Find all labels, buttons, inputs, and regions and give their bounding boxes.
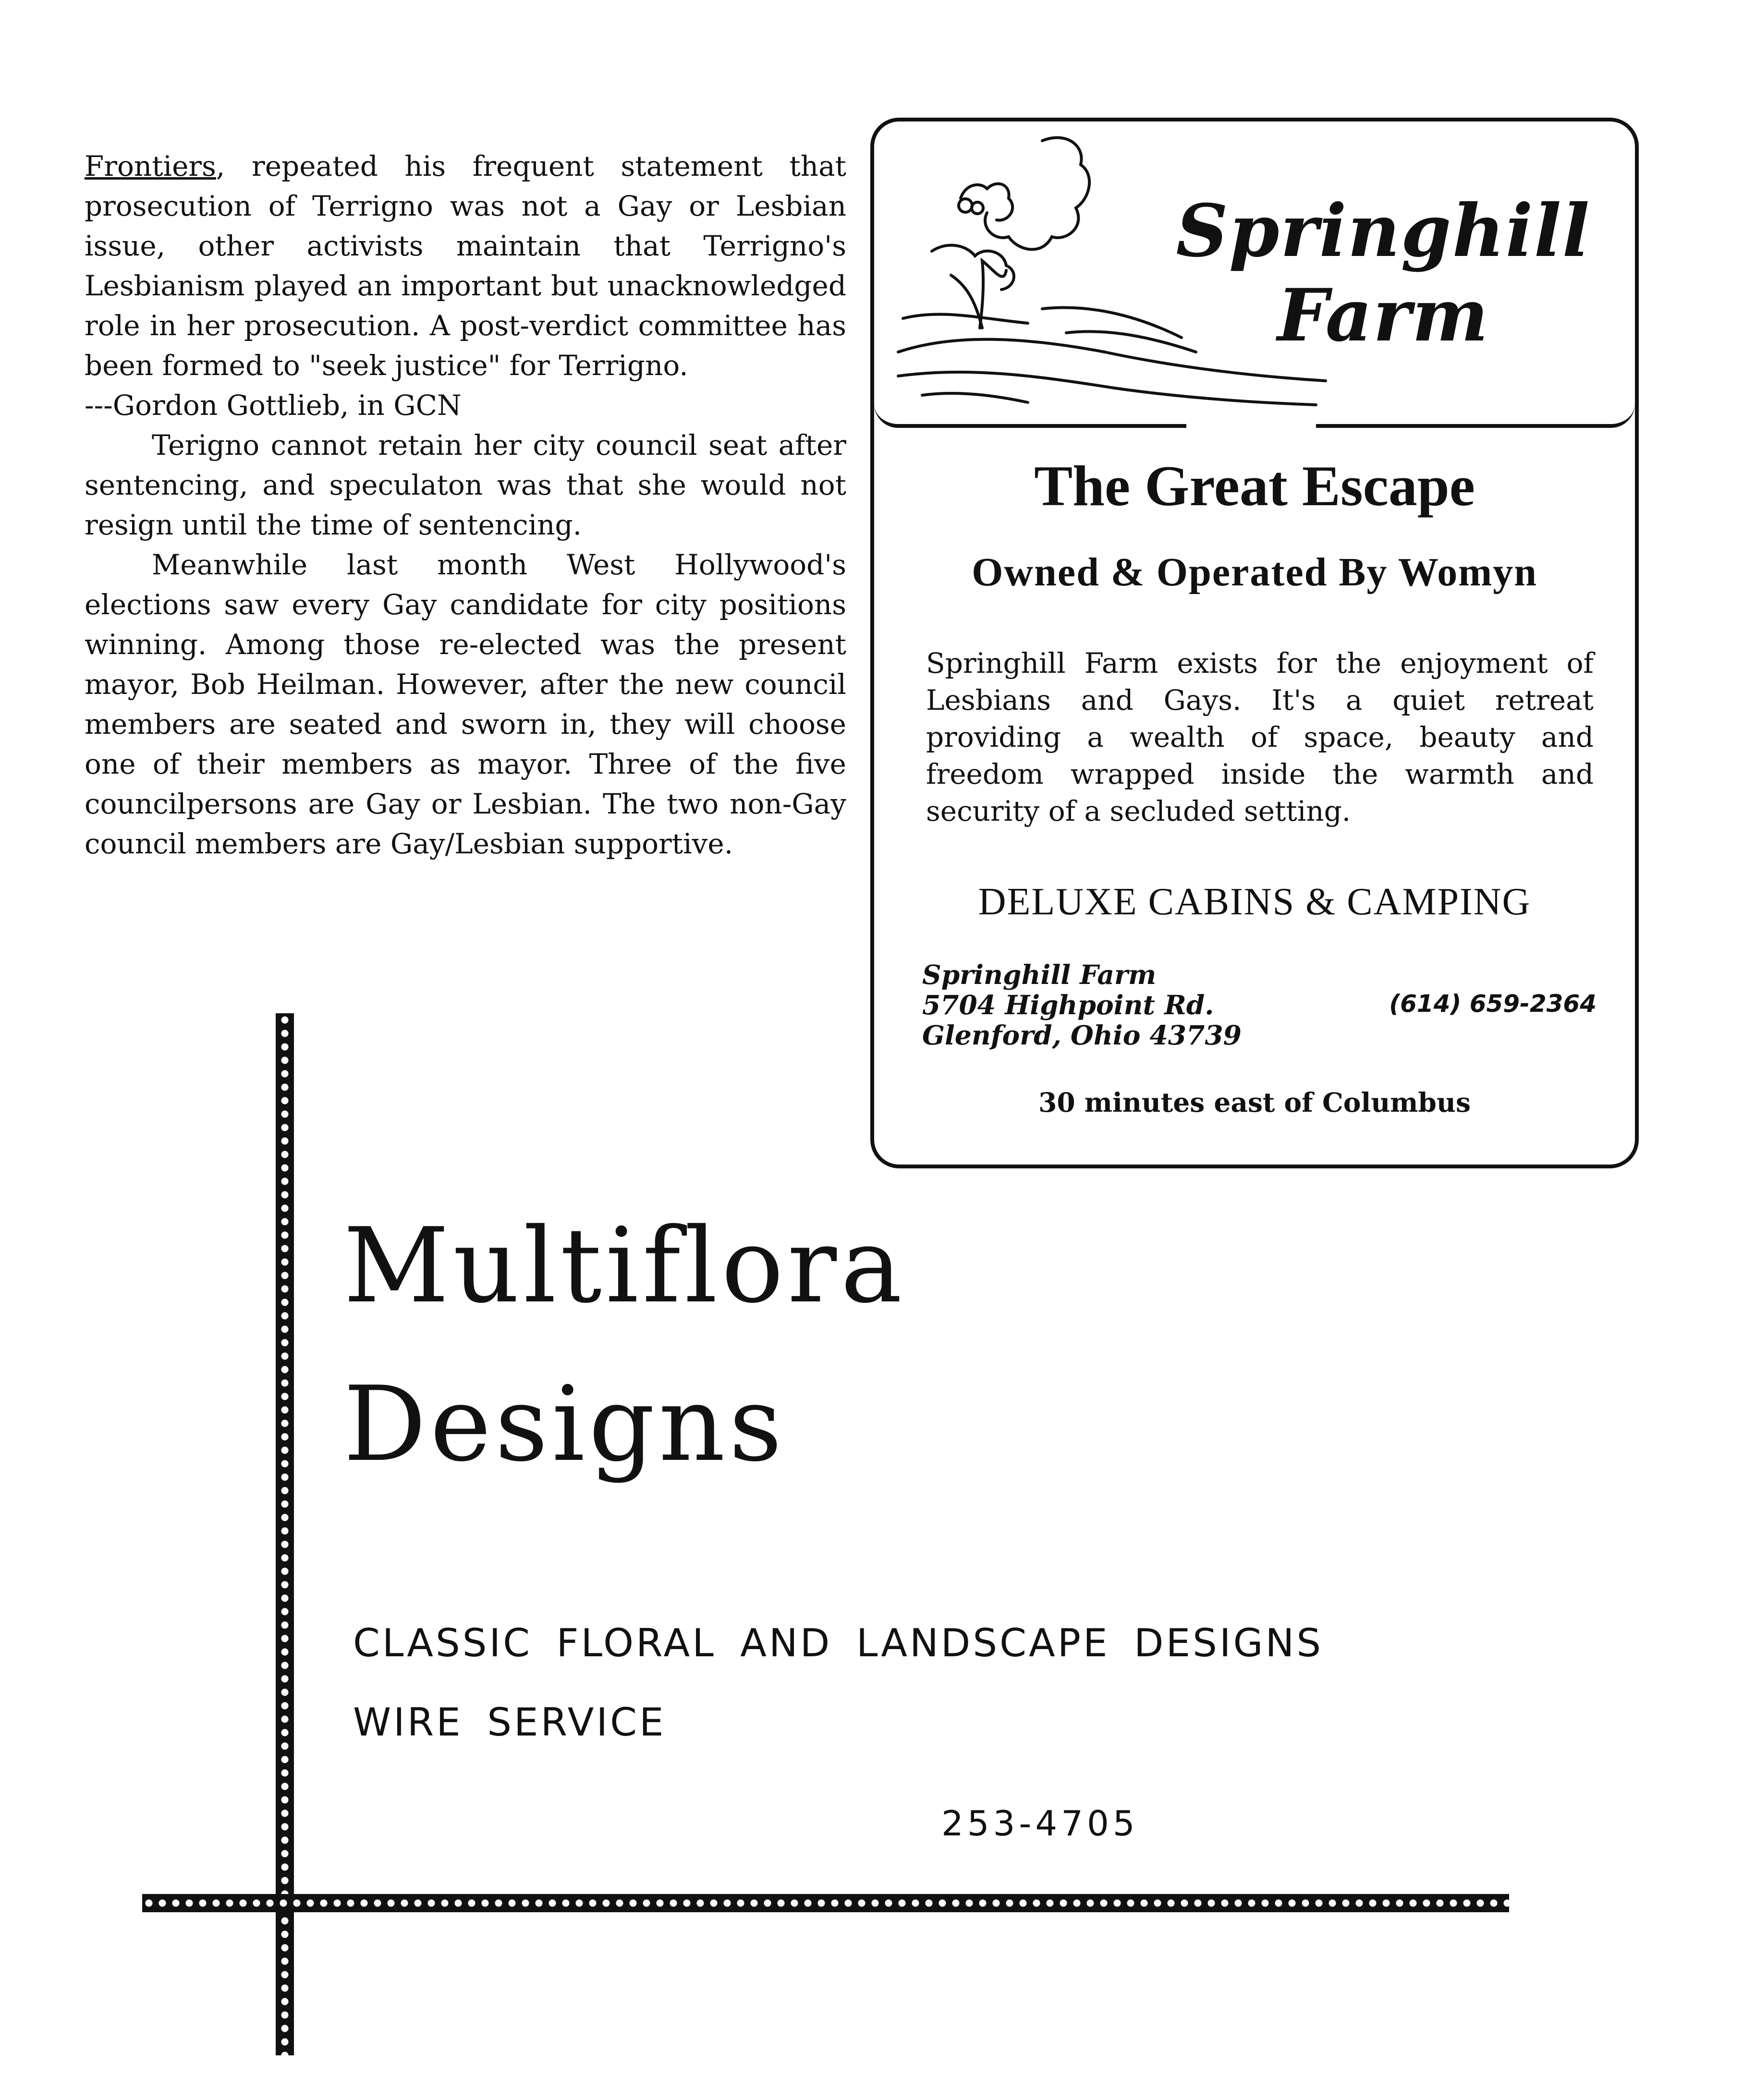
multiflora-name-line2: Designs (343, 1364, 786, 1484)
header-gap (1186, 417, 1316, 436)
ad-offer: DELUXE CABINS & CAMPING (978, 881, 1531, 923)
ad-subtitle: Owned & Operated By Womyn (972, 550, 1537, 595)
publication-name: Frontiers (85, 150, 216, 182)
address-name: Springhill Farm (922, 959, 1157, 990)
multiflora-service-2: WIRE SERVICE (353, 1700, 666, 1745)
article-paragraph-1 (85, 146, 846, 386)
address-city: Glenford, Ohio 43739 (922, 1020, 1242, 1051)
ad-address (922, 959, 1242, 1050)
ad-description: Springhill Farm exists for the enjoyment of Lesbians and Gays. It's a quiet retreat providing a wealth of space, beauty and freedom wrapped inside the warmth and security of a secluded setting. (926, 647, 1594, 827)
multiflora-service-1: CLASSIC FLORAL AND LANDSCAPE DESIGNS (353, 1621, 1324, 1665)
article-paragraph-3: Meanwhile last month West Hollywood's elections saw every Gay candidate for city positions winning. Among those re-elected was the present mayor, Bob Heilman. However, after the new council members are seated and sworn in, they will choose one of their members as mayor. Three of the five councilpersons are Gay or Lesbian. The two non-Gay council members are Gay/Lesbian supportive. (85, 548, 846, 860)
horizontal-border-rail (142, 1894, 1509, 1912)
multiflora-phone: 253-4705 (941, 1803, 1139, 1844)
ad-header (874, 121, 1635, 428)
farm-name-script: Springhill Farm (1176, 189, 1591, 358)
article-paragraph-2: Terigno cannot retain her city council seat after sentencing, and speculaton was that she would not resign until the time of sentencing. (85, 429, 846, 541)
article-byline: ---Gordon Gottlieb, in GCN (85, 389, 462, 422)
ad-location-note: 30 minutes east of Columbus (1038, 1087, 1471, 1118)
ad-title: The Great Escape (1034, 454, 1475, 518)
article-column (85, 146, 846, 864)
springhill-farm-ad (870, 118, 1639, 1168)
article-paragraph-1-text: , repeated his frequent statement that prosecution of Terrigno was not a Gay or Lesbian issue, other activists maintain that Terrigno's Lesbianism played an important but unacknowledged role in her prosecution. A post-verdict committee has been formed to "seek justice" for Terrigno. (85, 150, 846, 382)
address-street: 5704 Highpoint Rd. (922, 989, 1214, 1020)
ad-phone: (614) 659-2364 (1389, 990, 1597, 1018)
multiflora-name-line1: Multiflora (343, 1205, 906, 1326)
